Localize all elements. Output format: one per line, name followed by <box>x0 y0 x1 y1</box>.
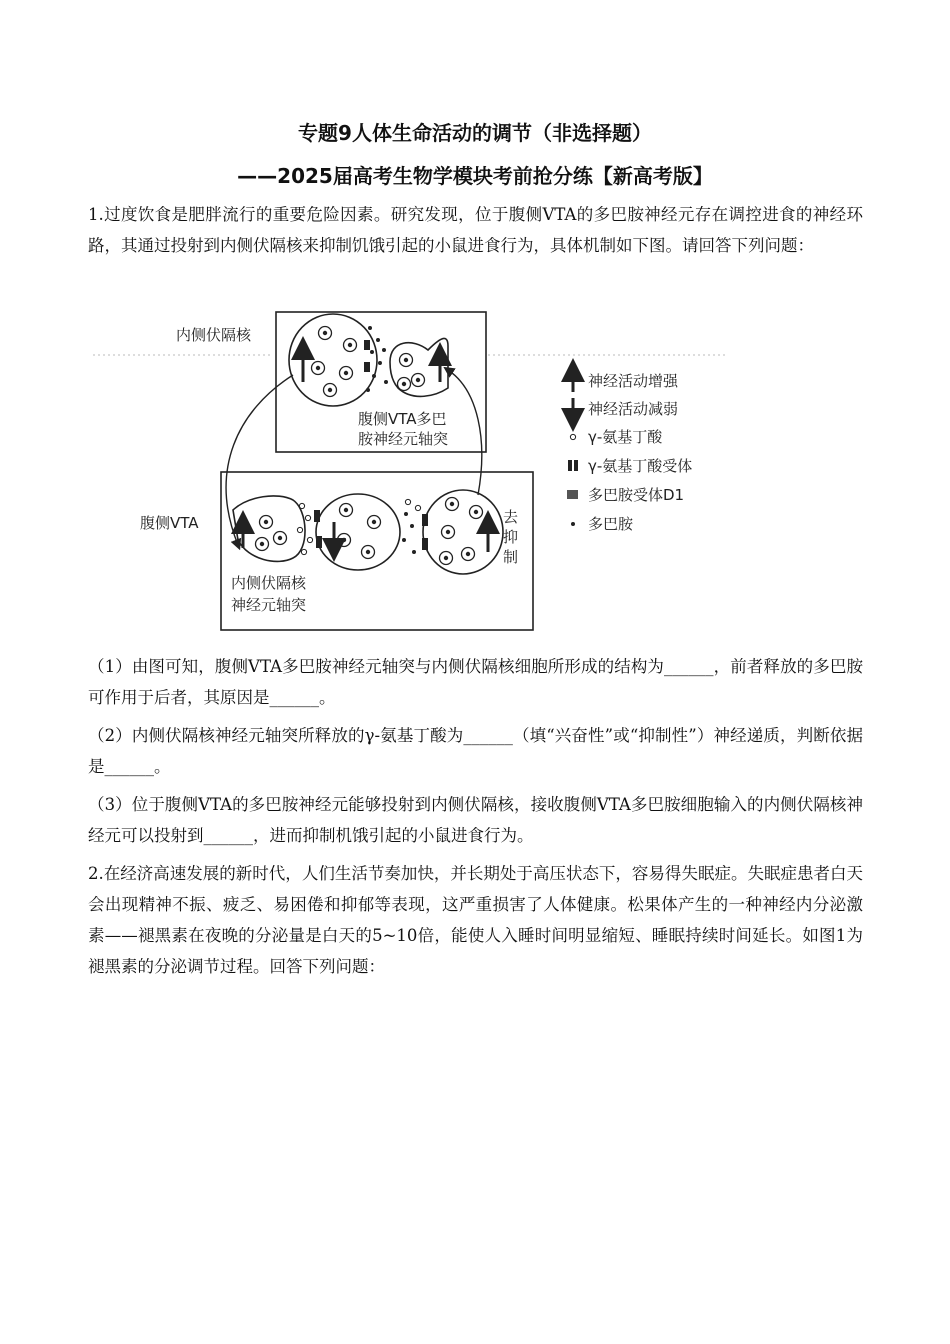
gaba-receptor-icon <box>568 460 578 471</box>
fig-label-nac-axon-2: 神经元轴突 <box>231 596 307 614</box>
vta-box <box>221 472 533 630</box>
fig-label-disinhibit-1: 去 <box>503 508 519 526</box>
legend-item-2: 神经活动减弱 <box>588 400 679 418</box>
small-circle-icon <box>570 434 575 439</box>
q1-stem: 1.过度饮食是肥胖流行的重要危险因素。研究发现，位于腹侧VTA的多巴胺神经元存在调控进食的神经环路，其通过投射到内侧伏隔核来抑制饥饿引起的小鼠进食行为，具体机制如下图。请回答下列问题： <box>88 205 863 255</box>
doc-title: 专题9人体生命活动的调节（非选择题） <box>298 121 652 145</box>
legend-item-1: 神经活动增强 <box>588 372 679 390</box>
fig-label-vta-axon-1: 腹侧VTA多巴 <box>358 410 447 428</box>
doc-subtitle: ——2025届高考生物学模块考前抢分练【新高考版】 <box>237 164 713 188</box>
fig-label-nac: 内侧伏隔核 <box>176 326 252 344</box>
legend-item-4: γ-氨基丁酸受体 <box>588 457 693 475</box>
q1-sub1: （1）由图可知，腹侧VTA多巴胺神经元轴突与内侧伏隔核细胞所形成的结构为______，前者释放的多巴胺可作用于后者，其原因是______。 <box>88 657 863 707</box>
d1-receptor-icon <box>567 490 578 499</box>
q2-stem: 2.在经济高速发展的新时代，人们生活节奏加快，并长期处于高压状态下，容易得失眠症。失眠症患者白天会出现精神不振、疲乏、易困倦和抑郁等表现，这严重损害了人体健康。松果体产生的一种神经内分泌激素——褪黑素在夜晚的分泌量是白天的5~10倍，能使人入睡时间明显缩短、睡眠持续时间延长。如图1为褪黑素的分泌调节过程。回答下列问题： <box>88 864 863 976</box>
figure-legend <box>567 370 692 533</box>
fig-label-vta-axon-2: 胺神经元轴突 <box>358 430 449 448</box>
dot-icon <box>571 522 575 526</box>
q1-sub3: （3）位于腹侧VTA的多巴胺神经元能够投射到内侧伏隔核，接收腹侧VTA多巴胺细胞输入的内侧伏隔核神经元可以投射到______，进而抑制机饿引起的小鼠进食行为。 <box>88 795 863 845</box>
legend-item-6: 多巴胺 <box>588 515 634 533</box>
q1-sub2: （2）内侧伏隔核神经元轴突所释放的γ-氨基丁酸为______（填“兴奋性”或“抑制性”）神经递质，判断依据是______。 <box>88 726 863 776</box>
legend-item-5: 多巴胺受体D1 <box>588 486 685 504</box>
legend-item-3: γ-氨基丁酸 <box>588 428 663 446</box>
fig-label-vta: 腹侧VTA <box>140 514 199 532</box>
nac-box <box>276 312 486 452</box>
neural-circuit-figure <box>88 300 778 640</box>
fig-label-disinhibit-2: 抑 <box>503 528 519 546</box>
fig-label-nac-axon-1: 内侧伏隔核 <box>231 574 307 592</box>
fig-label-disinhibit-3: 制 <box>503 548 519 566</box>
